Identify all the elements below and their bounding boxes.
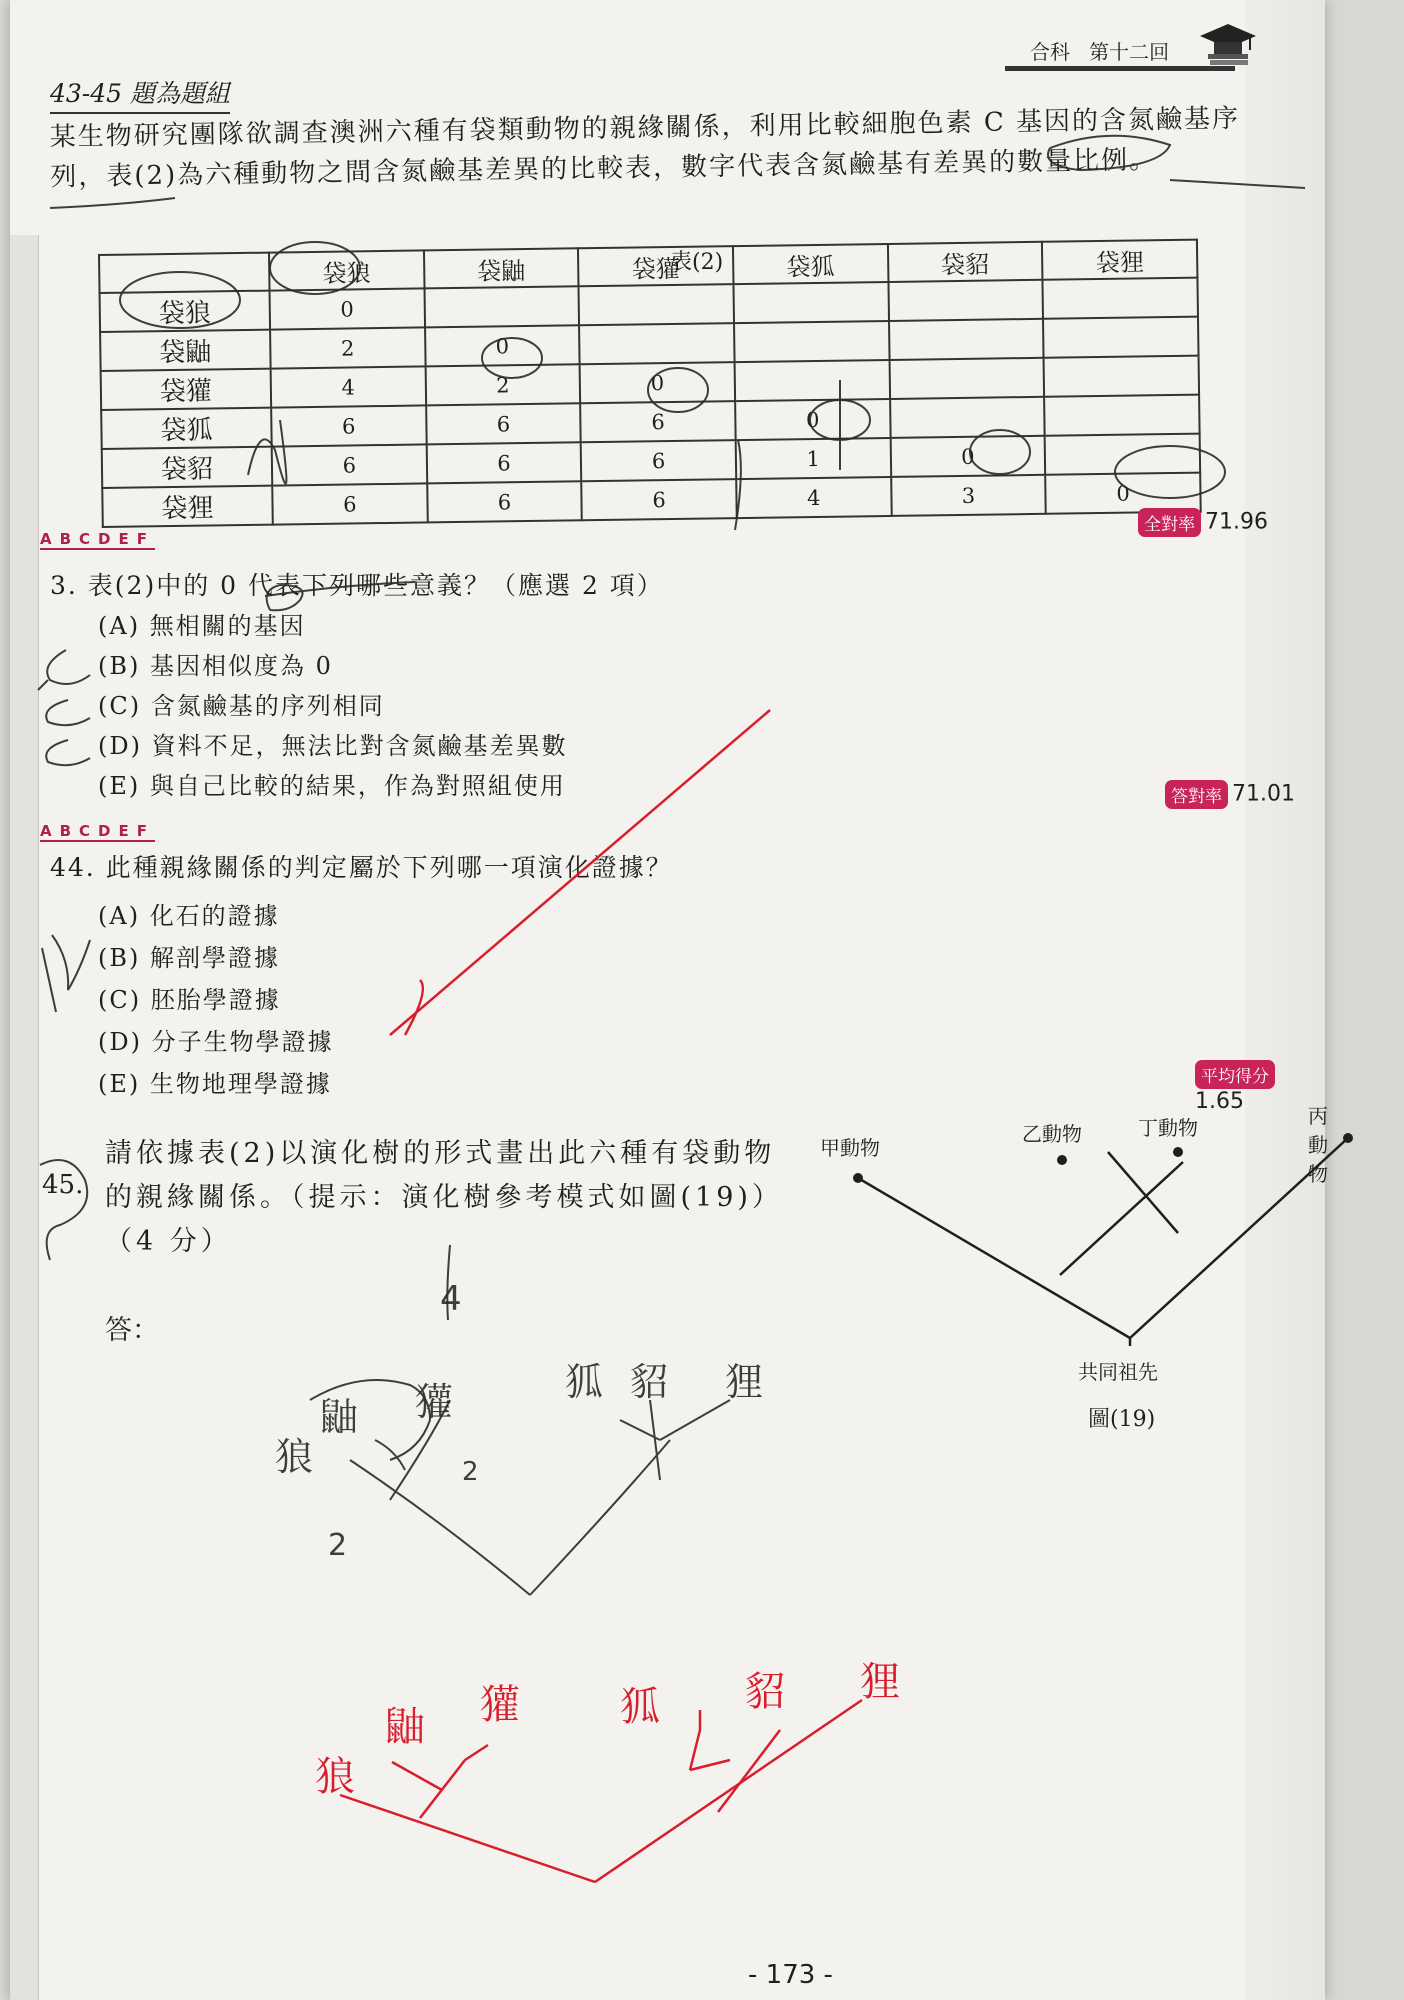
stat-badge: 答對率 bbox=[1165, 780, 1228, 809]
q43-option-d: (D) 資料不足，無法比對含氮鹼基差異數 bbox=[98, 732, 568, 760]
table-cell: 1 bbox=[736, 438, 891, 479]
table-cell: 3 bbox=[891, 475, 1046, 516]
row-header: 袋獾 bbox=[101, 369, 272, 410]
fig-label-jia: 甲動物 bbox=[820, 1136, 880, 1160]
red-label: 貂 bbox=[745, 1669, 785, 1715]
header-round: 第十二回 bbox=[1089, 40, 1170, 64]
stat-badge: 平均得分 bbox=[1195, 1060, 1275, 1089]
table-cell: 6 bbox=[427, 481, 582, 522]
pencil-number: 2 bbox=[328, 1528, 348, 1563]
row-header: 袋狼 bbox=[100, 291, 271, 332]
table-caption: 表(2) bbox=[670, 250, 724, 275]
fig-label-bing: 丙動物 bbox=[1308, 1104, 1328, 1186]
q43-option-b: (B) 基因相似度為 0 bbox=[98, 652, 333, 680]
table-cell: 0 bbox=[735, 399, 890, 440]
stat-value: 71.96 bbox=[1205, 509, 1268, 535]
q43-option-a: (A) 無相關的基因 bbox=[98, 612, 306, 640]
red-label: 鼬 bbox=[385, 1704, 425, 1750]
q45-stem: 請依據表(2)以演化樹的形式畫出此六種有袋動物的親緣關係。（提示：演化樹參考模式如圖(19)）（4 分） bbox=[105, 1138, 783, 1257]
table-cell bbox=[888, 280, 1043, 321]
page-edge-left bbox=[10, 235, 39, 2000]
q43-option-c: (C) 含氮鹼基的序列相同 bbox=[98, 692, 385, 720]
table-cell bbox=[1044, 356, 1199, 397]
table-cell: 6 bbox=[426, 442, 581, 483]
row-header: 袋狐 bbox=[101, 408, 272, 449]
node-yi bbox=[1057, 1155, 1067, 1165]
correct-rate-44 bbox=[1165, 780, 1295, 809]
q44-option-e: (E) 生物地理學證據 bbox=[98, 1070, 332, 1098]
table-cell: 6 bbox=[271, 405, 426, 446]
question-intro: 某生物研究團隊欲調查澳洲六種有袋類動物的親緣關係，利用比較細胞色素 C 基因的含氮鹼基序列，表(2)為六種動物之間含氮鹼基差異的比較表，數字代表含氮鹼基有差異的數量比例。 bbox=[49, 103, 1241, 193]
correct-rate-43 bbox=[1138, 508, 1268, 537]
table-cell bbox=[1045, 434, 1200, 475]
column-header: 袋狐 bbox=[733, 244, 888, 284]
table-cell bbox=[424, 286, 579, 327]
group-title: 43-45 題為題組 bbox=[50, 74, 230, 114]
red-label: 狸 bbox=[860, 1659, 900, 1705]
header-subject: 合科 bbox=[1030, 40, 1070, 64]
table-cell bbox=[733, 282, 888, 323]
table-cell: 6 bbox=[426, 403, 581, 444]
q44-option-b: (B) 解剖學證據 bbox=[98, 944, 280, 972]
answer-label: 答： bbox=[105, 1315, 159, 1346]
average-score-45 bbox=[1195, 1060, 1325, 1114]
table-cell: 0 bbox=[890, 436, 1045, 477]
page-number: - 173 - bbox=[748, 1960, 833, 1990]
pencil-label: 貂 bbox=[630, 1360, 669, 1404]
q43-option-e: (E) 與自己比較的結果，作為對照組使用 bbox=[98, 772, 566, 800]
node-jia bbox=[853, 1173, 863, 1183]
red-label: 狐 bbox=[620, 1684, 660, 1730]
red-label: 獾 bbox=[480, 1682, 520, 1728]
exam-page bbox=[10, 0, 1328, 2000]
pencil-label: 狸 bbox=[725, 1360, 764, 1404]
table-cell: 0 bbox=[580, 362, 735, 403]
stat-badge: 全對率 bbox=[1138, 508, 1201, 537]
row-header: 袋貂 bbox=[102, 447, 273, 488]
figure-caption: 圖(19) bbox=[1088, 1407, 1156, 1432]
answer-letters-44: ABCDEF bbox=[40, 822, 155, 840]
table-corner bbox=[99, 253, 270, 293]
table-cell bbox=[579, 323, 734, 364]
pencil-number: 2 bbox=[462, 1457, 479, 1487]
column-header: 袋狸 bbox=[1042, 240, 1197, 280]
table-cell bbox=[735, 360, 890, 401]
graduation-cap-icon bbox=[1198, 20, 1258, 68]
q44-option-c: (C) 胚胎學證據 bbox=[98, 986, 281, 1014]
column-header: 袋獾 bbox=[578, 246, 733, 286]
table-cell bbox=[579, 284, 734, 325]
page-edge-right bbox=[1245, 0, 1325, 2000]
table-cell: 6 bbox=[582, 479, 737, 520]
pencil-label: 狼 bbox=[275, 1435, 314, 1479]
table-cell: 6 bbox=[272, 483, 427, 524]
table-cell bbox=[889, 319, 1044, 360]
table-cell bbox=[1044, 395, 1199, 436]
answer-letters-43: ABCDEF bbox=[40, 530, 155, 548]
table-cell: 6 bbox=[272, 444, 427, 485]
red-label: 狼 bbox=[315, 1754, 355, 1800]
fig-label-yi: 乙動物 bbox=[1022, 1122, 1082, 1146]
q44-option-a: (A) 化石的證據 bbox=[98, 902, 280, 930]
table-cell: 6 bbox=[581, 440, 736, 481]
row-header: 袋狸 bbox=[102, 486, 273, 527]
table-cell: 6 bbox=[580, 401, 735, 442]
q44-stem: 44. 此種親緣關係的判定屬於下列哪一項演化證據？ bbox=[50, 853, 673, 882]
node-ding bbox=[1173, 1147, 1183, 1157]
table-cell bbox=[1043, 317, 1198, 358]
table-cell: 2 bbox=[270, 327, 425, 368]
table-cell: 4 bbox=[271, 366, 426, 407]
table-cell: 0 bbox=[270, 288, 425, 329]
table-cell: 2 bbox=[425, 364, 580, 405]
pencil-label: 鼬 bbox=[320, 1395, 359, 1439]
table-cell: 4 bbox=[736, 477, 891, 518]
column-header: 袋狼 bbox=[269, 250, 424, 290]
table-cell: 0 bbox=[425, 325, 580, 366]
pencil-label: 獾 bbox=[415, 1380, 454, 1424]
q44-option-d: (D) 分子生物學證據 bbox=[98, 1028, 334, 1056]
table-cell bbox=[734, 321, 889, 362]
stat-value: 71.01 bbox=[1232, 781, 1295, 807]
column-header: 袋鼬 bbox=[424, 248, 579, 288]
q45-number: 45. bbox=[42, 1170, 84, 1200]
fig-label-ding: 丁動物 bbox=[1138, 1116, 1198, 1140]
row-header: 袋鼬 bbox=[100, 330, 271, 371]
table-cell bbox=[890, 397, 1045, 438]
pencil-number: 4 bbox=[440, 1279, 462, 1319]
table-cell bbox=[1043, 278, 1198, 319]
table-cell: 0 bbox=[1045, 473, 1200, 514]
stat-value: 1.65 bbox=[1195, 1089, 1244, 1114]
difference-table bbox=[98, 239, 1202, 528]
column-header: 袋貂 bbox=[888, 242, 1043, 282]
fig-root-label: 共同祖先 bbox=[1078, 1360, 1158, 1384]
table-cell bbox=[889, 358, 1044, 399]
pencil-label: 狐 bbox=[565, 1360, 604, 1404]
q43-stem: 3. 表(2)中的 0 代表下列哪些意義？（應選 2 項） bbox=[50, 571, 664, 600]
page-header bbox=[1030, 36, 1169, 65]
node-bing bbox=[1343, 1133, 1353, 1143]
